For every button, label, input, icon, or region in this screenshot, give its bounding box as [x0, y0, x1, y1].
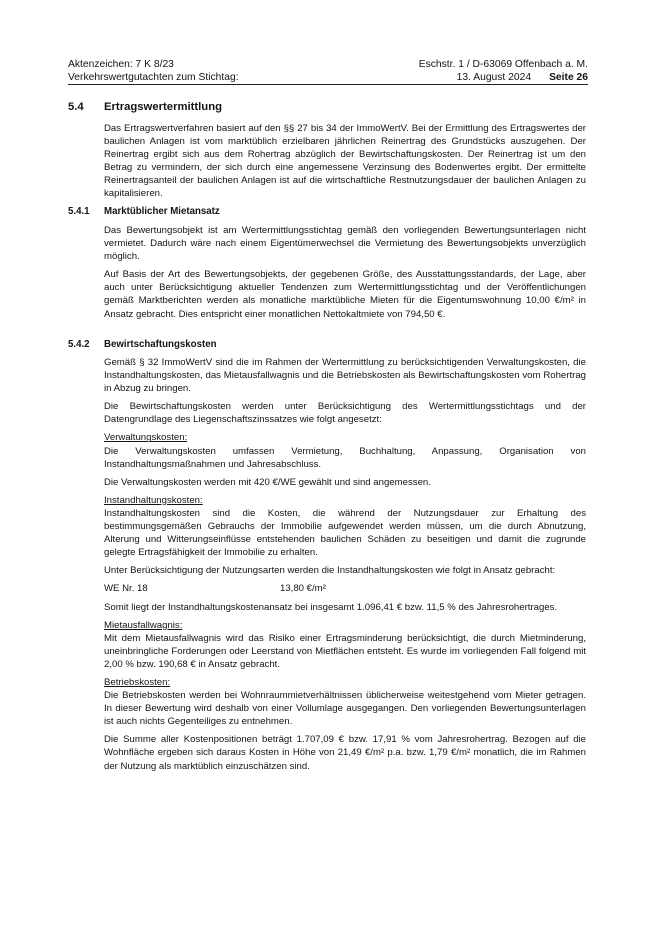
paragraph: Auf Basis der Art des Bewertungsobjekts, der gegebenen Größe, des Ausstattungsstandards, der Lage, aber auch unter Berücksichtigung aktueller Tendenzen zum Wertermittlungsstichtag und der Veröffentlichungen gemäß Marktberichten werden als monatliche marktübliche Mieten für die Eigentumswohnung 10,00 €/m² in Ansatz gebracht. Dies entspricht einer monatlichen Nettokaltmiete von 794,50 €. [104, 269, 586, 320]
paragraph: Die Betriebskosten werden bei Wohnraummietverhältnissen üblicherweise weitestgehend vom Mieter getragen. In dieser Bewertung wird deshalb von einer Vollumlage ausgegangen. Den vorliegenden Bewertungsunterlagen ist auch nichts Gegenteiliges zu entnehmen. [104, 690, 586, 728]
paragraph: Die Summe aller Kostenpositionen beträgt 1.707,09 € bzw. 17,91 % vom Jahresrohertrag. Bezogen auf die Wohnfläche ergeben sich daraus Kosten in Höhe von 21,49 €/m² p.a. bzw. 1,79 €/m² monatlich, die im Rahmen der Nutzung als marktüblich einzuschätzen sind. [104, 734, 586, 772]
paragraph: Somit liegt der Instandhaltungskostenansatz bei insgesamt 1.096,41 € bzw. 11,5 % des Jahresrohertrages. [104, 601, 558, 613]
section-heading-5-4-2 [68, 339, 217, 350]
paragraph: Instandhaltungskosten sind die Kosten, die während der Nutzungsdauer zur Erhaltung des bestimmungsgemäßen Gebrauchs der Immobilie aufgewendet werden müssen, um die durch Abnutzung, Alterung und Witterungseinflüsse entstehenden baulichen Schäden zu beseitigen und damit die zugrunde gelegte Ertragsfähigkeit der Immobilie zu erhalten. [104, 507, 586, 559]
paragraph: Gemäß § 32 ImmoWertV sind die im Rahmen der Wertermittlung zu berücksichtigenden Verwaltungskosten, die Instandhaltungskosten, das Mietausfallwagnis und die Betriebskosten als Bewirtschaftungskosten vom Rohertrag in Abzug zu bringen. [104, 357, 586, 395]
section-body-5-4 [104, 122, 586, 206]
document-title: Verkehrswertgutachten zum Stichtag: [68, 72, 239, 83]
page-number: Seite 26 [549, 72, 588, 83]
section-title: Ertragswertermittlung [104, 101, 223, 113]
section-heading-5-4-1 [68, 206, 220, 217]
we-label: WE Nr. 18 [104, 583, 148, 595]
paragraph: Das Ertragswertverfahren basiert auf den §§ 27 bis 34 der ImmoWertV. Bei der Ermittlung des Ertragswertes der baulichen Anlagen ist vom marktüblich erzielbaren jährlichen Reinertrag des Grundstücks auszugehen. Der Reinertrag ergibt sich aus dem Rohertrag abzüglich der Bewirtschaftungskosten. Der Reinertrag ist um den Betrag zu vermindern, der sich durch eine angemessene Verzinsung des Bodenwertes ergibt. Der ermittelte Reinertragsanteil der baulichen Anlagen ist auf die wirtschaftliche Restnutzungsdauer der baulichen Anlagen zu kapitalisieren. [104, 123, 586, 200]
subheading-betriebskosten: Betriebskosten: [104, 676, 171, 688]
paragraph: Die Verwaltungskosten werden mit 420 €/WE gewählt und sind angemessen. [104, 476, 431, 488]
subheading-mietausfallwagnis: Mietausfallwagnis: [104, 619, 183, 631]
we-value: 13,80 €/m² [280, 583, 326, 595]
paragraph: Die Bewirtschaftungskosten werden unter Berücksichtigung des Wertermittlungsstichtags und der Datengrundlage des Liegenschaftszinssatzes wie folgt angesetzt: [104, 401, 586, 426]
we-row [104, 582, 586, 595]
section-number: 5.4.1 [68, 206, 90, 217]
section-body-5-4-1 [104, 224, 586, 326]
paragraph: Das Bewertungsobjekt ist am Wertermittlungsstichtag gemäß den vorliegenden Bewertungsunterlagen nicht vermietet. Dadurch wäre nach einem Eigentümerwechsel die Vermietung des Bewertungsobjekts unverzüglich möglich. [104, 225, 586, 263]
office-address: Eschstr. 1 / D-63069 Offenbach a. M. [418, 59, 588, 70]
section-number: 5.4 [68, 101, 84, 113]
subheading-verwaltungskosten: Verwaltungskosten: [104, 432, 188, 444]
section-body-5-4-2 [104, 356, 586, 778]
section-title: Marktüblicher Mietansatz [104, 206, 220, 217]
aktenzeichen: Aktenzeichen: 7 K 8/23 [68, 59, 174, 70]
paragraph: Mit dem Mietausfallwagnis wird das Risiko einer Ertragsminderung berücksichtigt, die durch Mietminderung, uneinbringliche Forderungen oder Leerstand von Mietflächen entsteht. Es wurde im vorliegenden Fall folgend mit 2,00 % bzw. 190,68 € in Ansatz gebracht. [104, 632, 586, 670]
header-divider [68, 84, 588, 85]
section-number: 5.4.2 [68, 339, 90, 350]
section-heading-5-4 [68, 101, 222, 113]
section-title: Bewirtschaftungskosten [104, 339, 217, 350]
paragraph: Die Verwaltungskosten umfassen Vermietung, Buchhaltung, Anpassung, Organisation von Instandhaltungsmaßnahmen und Jahresabschluss. [104, 445, 586, 470]
paragraph: Unter Berücksichtigung der Nutzungsarten werden die Instandhaltungskosten wie folgt in Ansatz gebracht: [104, 565, 556, 577]
valuation-date: 13. August 2024 [456, 72, 532, 83]
subheading-instandhaltungskosten: Instandhaltungskosten: [104, 494, 203, 506]
header-date-page [457, 71, 588, 84]
